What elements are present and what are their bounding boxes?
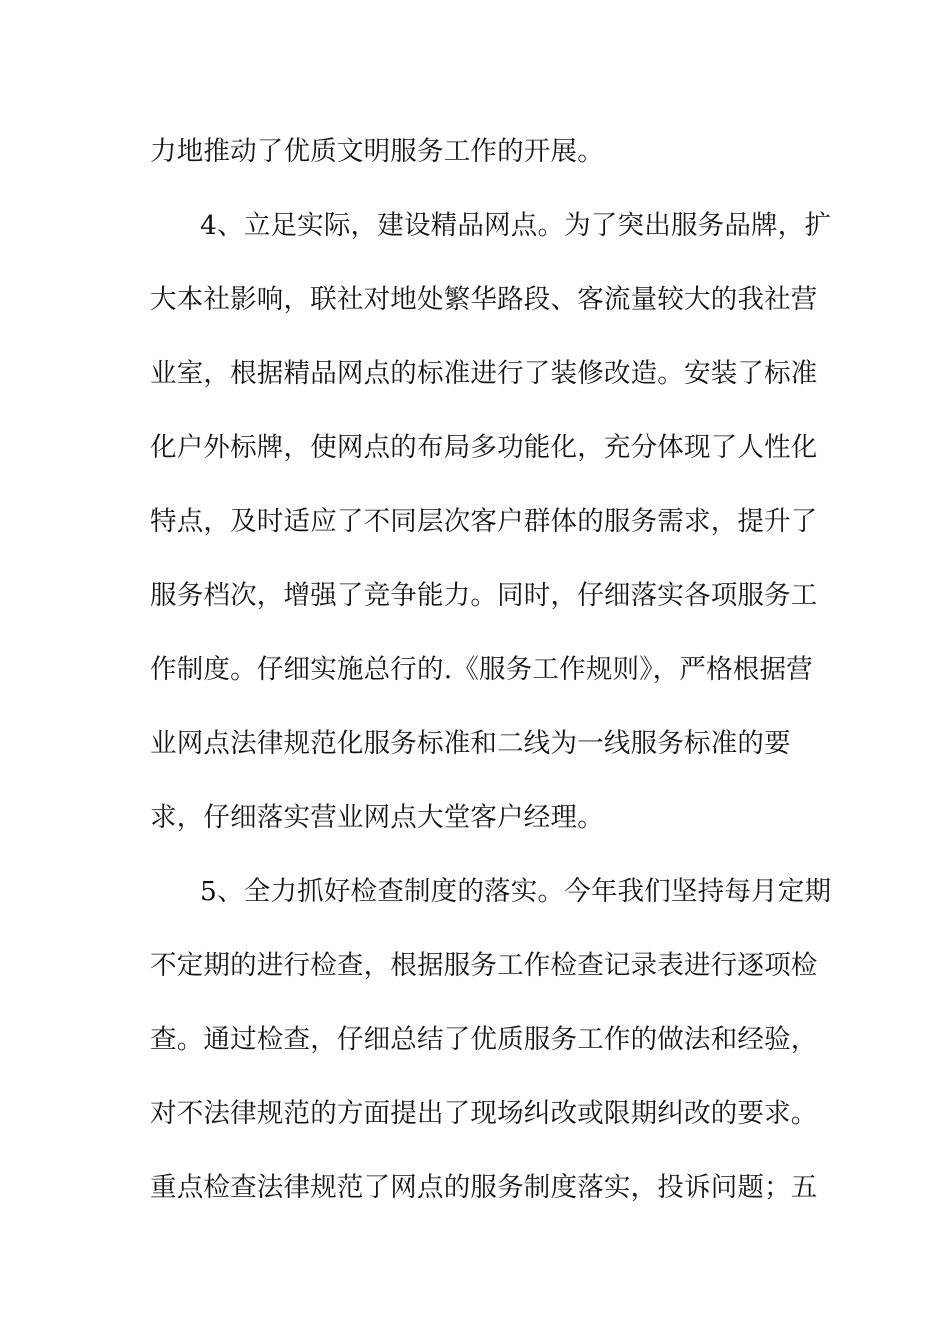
text-line: 大本社影响，联社对地处繁华路段、客流量较大的我社营: [150, 284, 818, 315]
text-line: 化户外标牌，使网点的布局多功能化，充分体现了人性化: [150, 432, 818, 463]
text-line: 对不法律规范的方面提出了现场纠改或限期纠改的要求。: [150, 1098, 818, 1129]
text-line: 重点检查法律规范了网点的服务制度落实，投诉问题；五: [150, 1172, 818, 1203]
paragraph-start-line: 5、全力抓好检查制度的落实。今年我们坚持每月定期: [200, 876, 832, 907]
text-line: 求，仔细落实营业网点大堂客户经理。: [150, 802, 604, 833]
text-line: 力地推动了优质文明服务工作的开展。: [150, 136, 604, 167]
text-line: 查。通过检查，仔细总结了优质服务工作的做法和经验，: [150, 1024, 818, 1055]
text-line: 业室，根据精品网点的标准进行了装修改造。安装了标准: [150, 358, 818, 389]
text-line: 特点，及时适应了不同层次客户群体的服务需求，提升了: [150, 506, 818, 537]
text-line: 业网点法律规范化服务标准和二线为一线服务标准的要: [150, 728, 791, 759]
text-line: 服务档次，增强了竞争能力。同时，仔细落实各项服务工: [150, 580, 818, 611]
text-line: 作制度。仔细实施总行的.《服务工作规则》，严格根据营: [150, 654, 813, 685]
paragraph-start-line: 4、立足实际，建设精品网点。为了突出服务品牌，扩: [200, 210, 832, 241]
text-line: 不定期的进行检查，根据服务工作检查记录表进行逐项检: [150, 950, 818, 981]
